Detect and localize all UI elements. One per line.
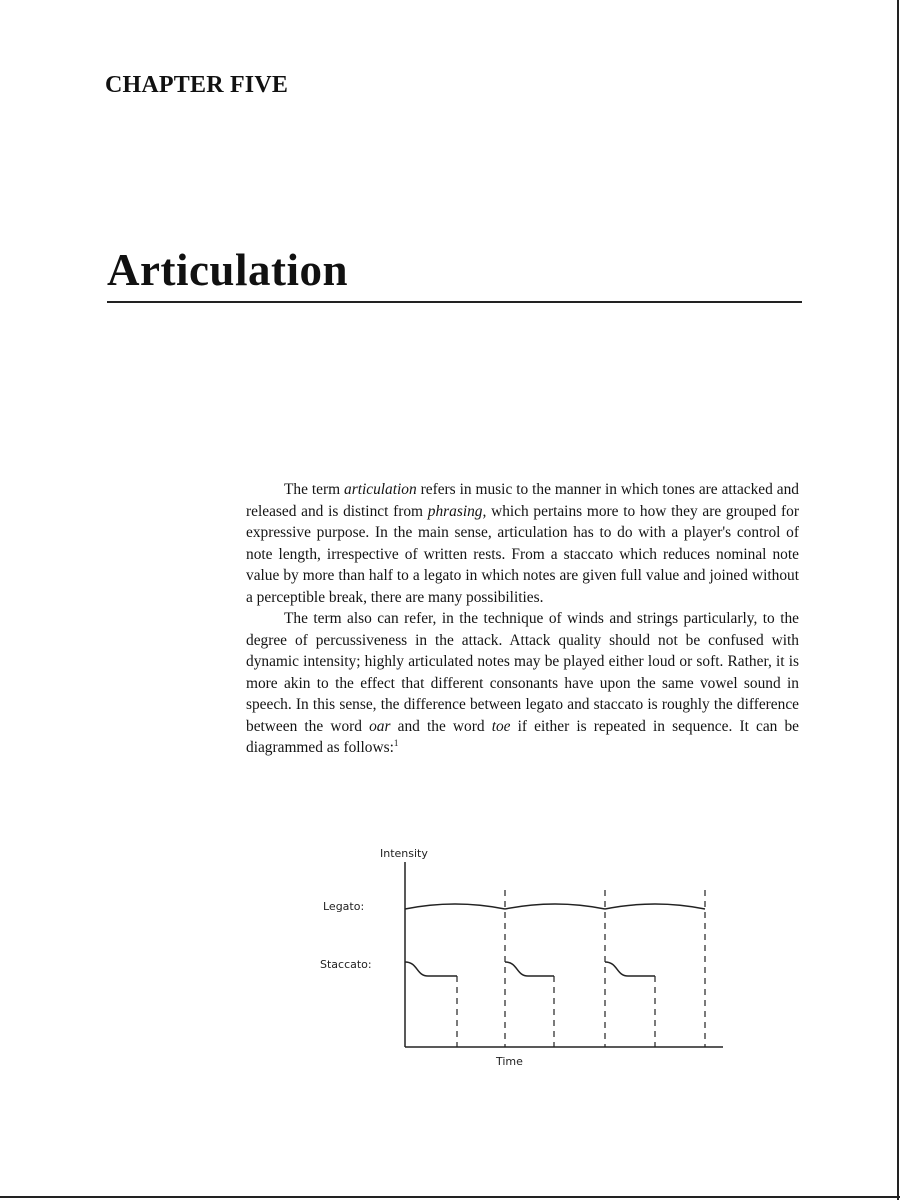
legato-curve-1 [405,904,505,909]
paragraph-2-text-3: if either is repeated in sequence. It can be diagrammed as follows: [246,717,799,756]
staccato-label: Staccato: [320,958,372,971]
body-text [246,479,799,759]
staccato-note-3 [605,962,655,976]
chapter-title: Articulation [107,245,348,295]
word-oar: oar [369,717,391,735]
paragraph-1-text-3: which pertains more to how they are grouped for expressive purpose. In the main sense, articulation has to do with a player's control of note length, irrespective of written rests. From a staccato which reduces nominal note value by more than half to a legato in which notes are given full value and joined without a perceptible break, there are many possibilities. [246,502,799,606]
word-toe: toe [491,717,511,735]
articulation-diagram [300,835,740,1080]
staccato-note-2 [505,962,554,976]
staccato-note-1 [405,962,457,976]
term-articulation: articulation [344,481,417,498]
x-axis-label: Time [496,1055,523,1068]
legato-curve-2 [505,904,605,909]
legato-label: Legato: [323,900,365,913]
chapter-number: CHAPTER FIVE [105,72,289,98]
paragraph-1-text-1: The term [284,481,345,498]
paragraph-1 [246,479,799,608]
y-axis-label: Intensity [380,847,428,860]
paragraph-2-text-2: and the word [390,717,492,735]
paragraph-1-text-2: refers in music to the manner in which tones are attacked and released and is distinct from [246,481,799,520]
page-edge-right [897,0,899,1200]
paragraph-2 [246,608,799,759]
term-phrasing: phrasing, [427,502,487,520]
page-edge-bottom [0,1196,900,1198]
title-rule [107,301,802,303]
paragraph-2-text-1: The term also can refer, in the technique of winds and strings particularly, to the degree of percussiveness in the attack. Attack quality should not be confused with dynamic intensity; highly articulated notes may be played either loud or soft. Rather, it is more akin to the effect that different consonants have upon the same vowel sound in speech. In this sense, the difference between legato and staccato is roughly the difference between the word [246,610,799,735]
legato-curve-3 [605,904,705,909]
footnote-marker: 1 [393,737,399,748]
